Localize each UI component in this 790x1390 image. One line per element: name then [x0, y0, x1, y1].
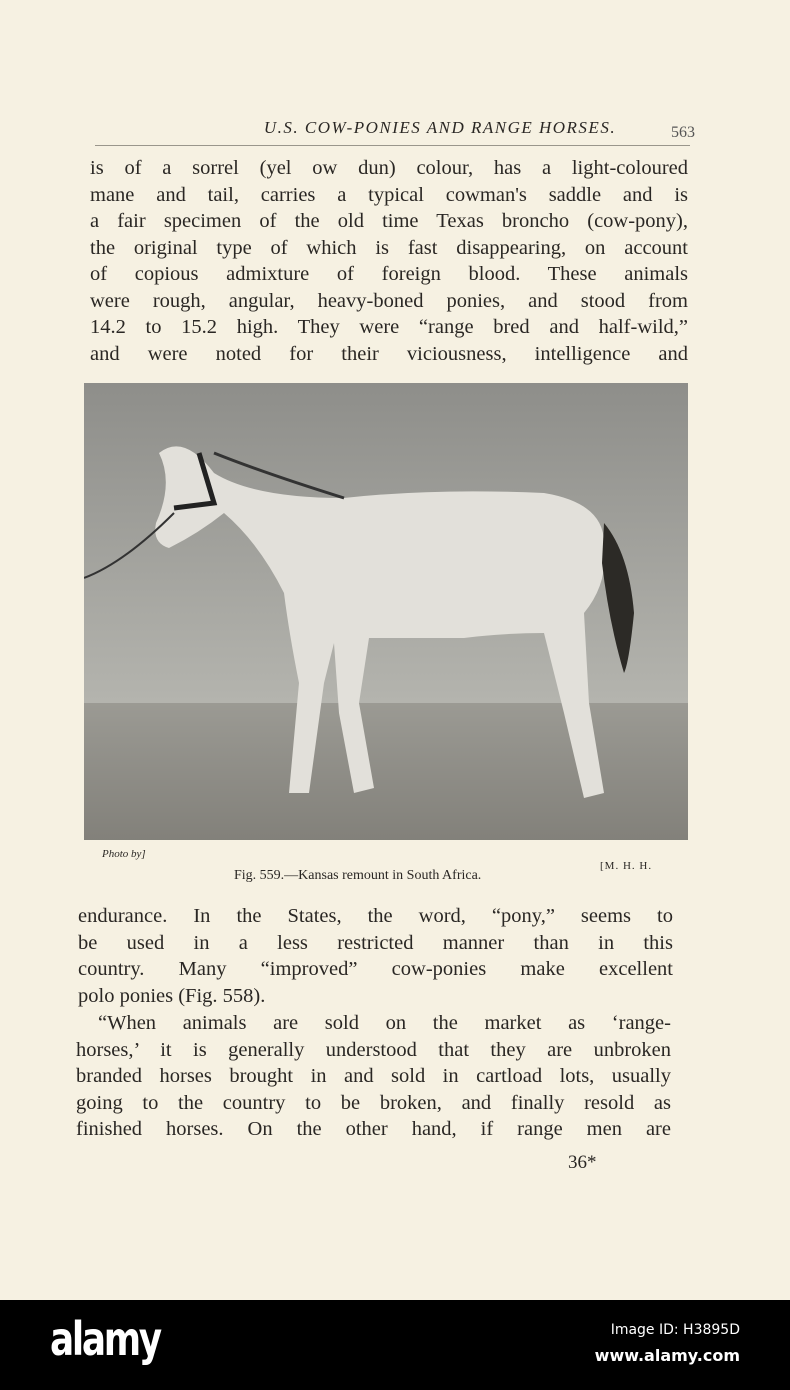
text-line: polo ponies (Fig. 558). [78, 984, 266, 1007]
page-number: 563 [671, 124, 695, 141]
paragraph-2 [78, 903, 673, 1009]
site-url: www.alamy.com [594, 1346, 740, 1365]
text-line: branded horses brought in and sold in cartload lots, usually [76, 1065, 671, 1087]
page-header [95, 114, 695, 144]
paragraph-3 [76, 1010, 671, 1143]
text-line: finished horses. On the other hand, if range men are [76, 1118, 671, 1140]
alamy-logo: alamy [50, 1312, 160, 1366]
header-rule [95, 145, 690, 146]
signature-mark: 36* [568, 1152, 597, 1173]
watermark-footer [0, 1300, 790, 1390]
text-line: and were noted for their viciousness, intelligence and [90, 342, 688, 365]
figure-caption: Fig. 559.—Kansas remount in South Africa. [234, 868, 482, 883]
running-title: U.S. COW-PONIES AND RANGE HORSES. [263, 118, 617, 137]
horse-photograph [84, 383, 688, 840]
text-line: of copious admixture of foreign blood. These animals [90, 263, 688, 285]
text-line: going to the country to be broken, and finally resold as [76, 1091, 671, 1114]
text-line: the original type of which is fast disappearing, on account [90, 236, 688, 259]
photo-credit-name: [M. H. H. [600, 860, 653, 872]
text-line: “When animals are sold on the market as ‘range- [98, 1012, 671, 1034]
text-line: horses,’ it is generally understood that they are unbroken [76, 1038, 671, 1061]
paragraph-1 [90, 155, 688, 367]
text-line: were rough, angular, heavy-boned ponies, and stood from [90, 289, 688, 312]
text-line: endurance. In the States, the word, “pony,” seems to [78, 905, 673, 927]
text-line: a fair specimen of the old time Texas broncho (cow-pony), [90, 210, 688, 232]
text-line: is of a sorrel (yel ow dun) colour, has a light-coloured [90, 157, 688, 179]
photo-credit-label: Photo by] [102, 848, 146, 860]
text-line: country. Many “improved” cow-ponies make excellent [78, 958, 673, 980]
image-id: Image ID: H3895D [610, 1322, 740, 1338]
text-line: 14.2 to 15.2 high. They were “range bred and half-wild,” [90, 316, 688, 338]
horse-image [84, 383, 688, 840]
text-line: mane and tail, carries a typical cowman's saddle and is [90, 183, 688, 206]
text-line: be used in a less restricted manner than in this [78, 931, 673, 954]
